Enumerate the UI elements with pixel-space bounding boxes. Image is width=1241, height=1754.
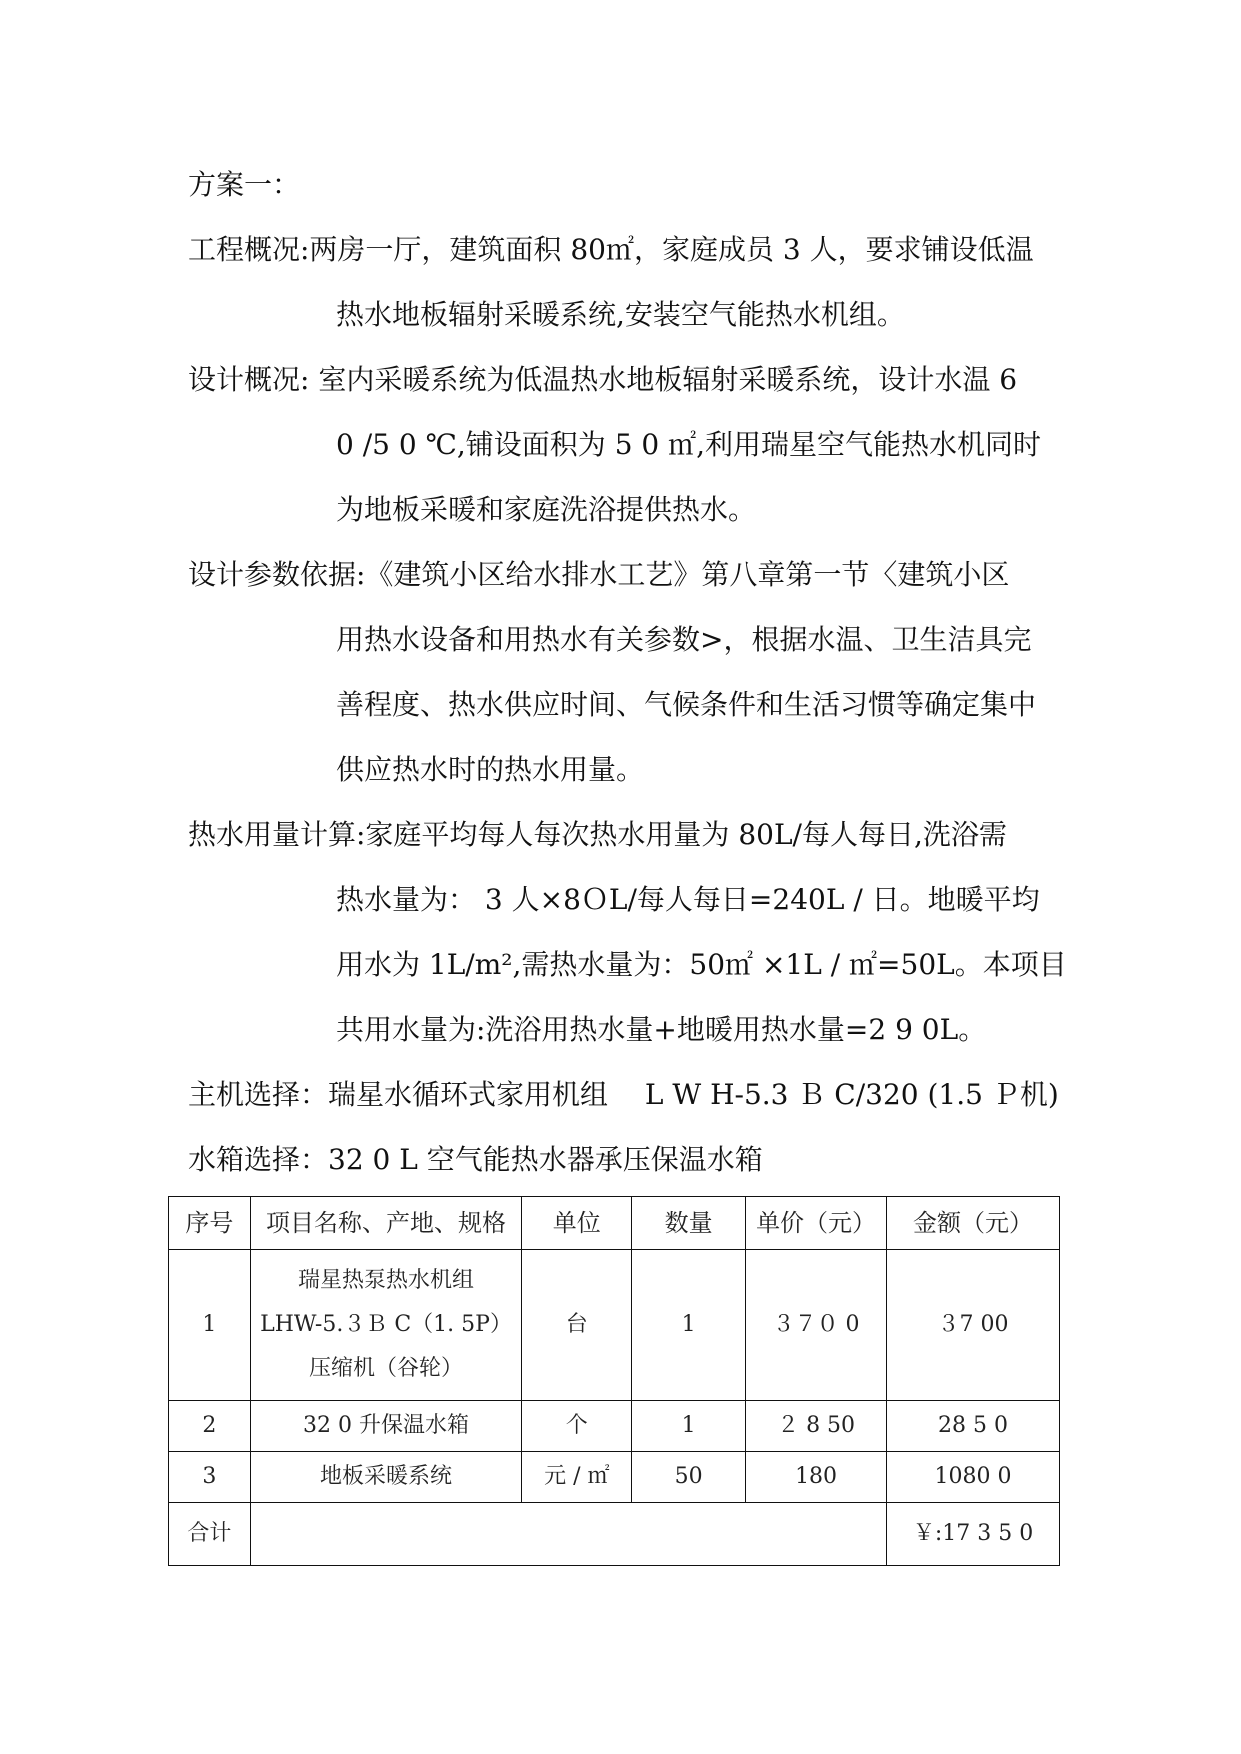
design-overview-line-3: 为地板采暖和家庭洗浴提供热水。	[336, 493, 757, 526]
project-overview-line-1: 工程概况:两房一厅，建筑面积 80㎡，家庭成员 3 人，要求铺设低温	[188, 233, 1034, 266]
design-basis	[188, 542, 1068, 802]
cell-price: 180	[746, 1452, 887, 1503]
tank-selection-text: 水箱选择：32 0 L 空气能热水器承压保温水箱	[188, 1143, 763, 1176]
header-unit: 单位	[522, 1197, 632, 1250]
cell-name	[250, 1250, 522, 1401]
total-empty-cell	[250, 1503, 886, 1566]
main-unit-selection-text: 主机选择：瑞星水循环式家用机组 L W H-5.3 Ｂ C/320 (1.5 Ｐ机)	[188, 1078, 1059, 1111]
table-header-row	[169, 1197, 1060, 1250]
cell-name: 32 0 升保温水箱	[250, 1401, 522, 1452]
header-price: 单价（元）	[746, 1197, 887, 1250]
cell-qty: 1	[632, 1401, 746, 1452]
table-row	[169, 1452, 1060, 1503]
cell-price: ３７０ 0	[746, 1250, 887, 1401]
design-basis-line-3: 善程度、热水供应时间、气候条件和生活习惯等确定集中	[336, 688, 1037, 721]
cell-qty: 1	[632, 1250, 746, 1401]
cell-unit: 台	[522, 1250, 632, 1401]
table-row	[169, 1401, 1060, 1452]
water-usage-calc	[188, 802, 1068, 1062]
header-no: 序号	[169, 1197, 251, 1250]
tank-selection	[188, 1127, 1068, 1192]
design-basis-line-2: 用热水设备和用热水有关参数>，根据水温、卫生洁具完	[336, 623, 1032, 656]
total-label: 合计	[169, 1503, 251, 1566]
cell-no: 1	[169, 1250, 251, 1401]
cell-unit: 个	[522, 1401, 632, 1452]
table-row	[169, 1250, 1060, 1401]
cell-name-line-2: LHW-5.３Ｂ C（1. 5P）	[260, 1312, 512, 1337]
plan-title-text: 方案一：	[188, 168, 301, 201]
cell-name-line-1: 瑞星热泵热水机组	[298, 1268, 475, 1293]
project-overview	[188, 217, 1068, 347]
water-usage-line-2: 热水量为： 3 人×8ＯL/每人每日=240L / 日。地暖平均	[336, 883, 1040, 916]
project-overview-line-2: 热水地板辐射采暖系统,安装空气能热水机组。	[336, 298, 905, 331]
cell-amount: 28 5 0	[887, 1401, 1060, 1452]
cell-no: 2	[169, 1401, 251, 1452]
design-basis-line-4: 供应热水时的热水用量。	[336, 753, 645, 786]
quotation-table	[168, 1196, 1060, 1566]
cell-qty: 50	[632, 1452, 746, 1503]
cell-price: ２ 8 50	[746, 1401, 887, 1452]
cell-no: 3	[169, 1452, 251, 1503]
design-overview	[188, 347, 1068, 542]
cell-name-line-3: 压缩机（谷轮）	[309, 1356, 464, 1381]
water-usage-line-1: 热水用量计算:家庭平均每人每次热水用量为 80L/每人每日,洗浴需	[188, 818, 1007, 851]
header-amount: 金额（元）	[887, 1197, 1060, 1250]
design-overview-line-1: 设计概况: 室内采暖系统为低温热水地板辐射采暖系统，设计水温 6	[188, 363, 1018, 396]
header-name: 项目名称、产地、规格	[250, 1197, 522, 1250]
cell-amount: 1080 0	[887, 1452, 1060, 1503]
cell-name: 地板采暖系统	[250, 1452, 522, 1503]
total-amount: ￥:17 3 5 0	[887, 1503, 1060, 1566]
cell-unit: 元 / ㎡	[522, 1452, 632, 1503]
main-unit-selection	[188, 1062, 1068, 1127]
table-total-row	[169, 1503, 1060, 1566]
plan-title	[188, 152, 1068, 217]
design-basis-line-1: 设计参数依据:《建筑小区给水排水工艺》第八章第一节〈建筑小区	[188, 558, 1010, 591]
cell-amount: ３7 00	[887, 1250, 1060, 1401]
water-usage-line-4: 共用水量为:洗浴用热水量+地暖用热水量=2 9 0L。	[336, 1013, 987, 1046]
header-qty: 数量	[632, 1197, 746, 1250]
water-usage-line-3: 用水为 1L/m²,需热水量为：50㎡ ×1L / ㎡=50L。本项目	[336, 948, 1067, 981]
design-overview-line-2: 0 /5 0 ℃,铺设面积为 5 0 ㎡,利用瑞星空气能热水机同时	[336, 428, 1042, 461]
